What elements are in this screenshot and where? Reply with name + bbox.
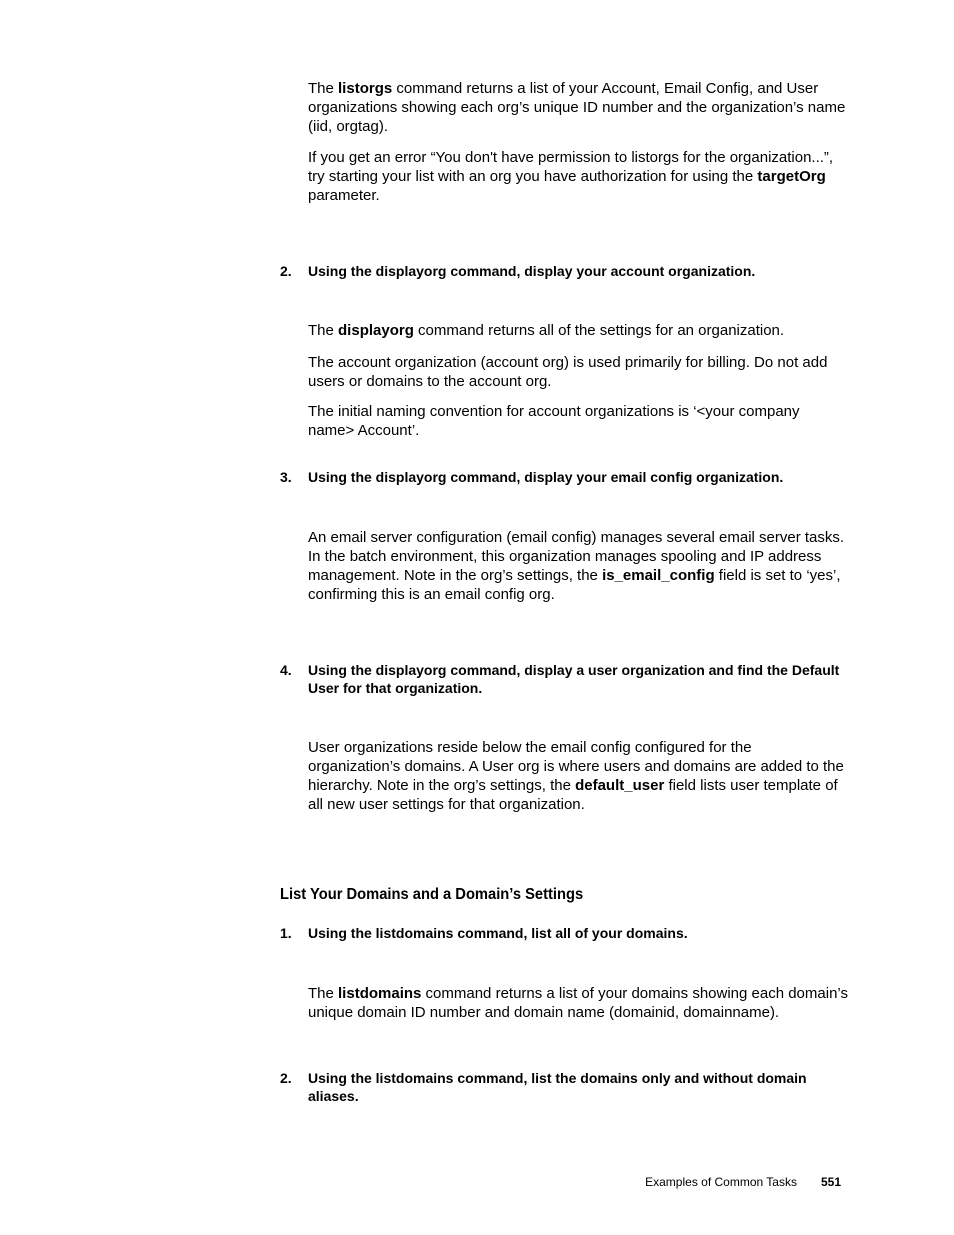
parameter-name-targetorg: targetOrg bbox=[757, 168, 826, 185]
paragraph-listdomains-description: The listdomains command returns a list of your domains showing each domain’s unique domain ID number and domain name (domainid, domainname). bbox=[308, 985, 848, 1021]
paragraph-user-org-description: User organizations reside below the email config configured for the organization’s domains. A User org is where users and domains are added to the hierarchy. Note in the org’s settings, the default_user field lists user template of all new user settings for that organization. bbox=[308, 739, 844, 813]
step-number: 1. bbox=[280, 925, 292, 941]
step-number: 2. bbox=[280, 1070, 292, 1086]
step-display-user-org bbox=[280, 661, 850, 697]
step-text: Using the displayorg command, display your account organization. bbox=[308, 263, 756, 279]
command-name-listdomains: listdomains bbox=[338, 985, 422, 1002]
step-display-email-config-org bbox=[280, 468, 850, 486]
step-text: Using the displayorg command, display a user organization and find the Default User for that organization. bbox=[308, 662, 840, 696]
section-heading: List Your Domains and a Domain’s Settings bbox=[280, 886, 584, 903]
paragraph-permission-error: If you get an error “You don't have permission to listorgs for the organization...”, try starting your list with an org you have authorization for using the targetOrg parameter. bbox=[308, 149, 834, 204]
page-number: 551 bbox=[820, 1175, 841, 1189]
step-list-domains-without-aliases bbox=[280, 1069, 850, 1105]
step-list-all-domains bbox=[280, 924, 850, 942]
footer-chapter-title: Examples of Common Tasks bbox=[645, 1175, 797, 1189]
step-text: Using the listdomains command, list the domains only and without domain aliases. bbox=[308, 1070, 807, 1104]
step-number: 3. bbox=[280, 469, 292, 485]
paragraph-email-config-description: An email server configuration (email config) manages several email server tasks. In the batch environment, this organization manages spooling and IP address management. Note in the org’s settings, the is_email_config field is set to ‘yes’, confirming this is an email config org. bbox=[308, 529, 845, 603]
command-name-displayorg: displayorg bbox=[338, 322, 414, 339]
page-footer bbox=[600, 1174, 841, 1190]
field-name-default-user: default_user bbox=[575, 777, 665, 794]
step-text: Using the displayorg command, display your email config organization. bbox=[308, 469, 784, 485]
step-text: Using the listdomains command, list all of your domains. bbox=[308, 925, 688, 941]
paragraph-naming-convention: The initial naming convention for account organizations is ‘<your company name> Account’. bbox=[308, 403, 800, 439]
paragraph-listorgs-description: The listorgs command returns a list of your Account, Email Config, and User organizations showing each org’s unique ID number and the organization’s name (iid, orgtag). bbox=[308, 80, 846, 135]
step-number: 2. bbox=[280, 263, 292, 279]
paragraph-account-org-billing: The account organization (account org) is used primarily for billing. Do not add users or domains to the account org. bbox=[308, 354, 828, 390]
command-name-listorgs: listorgs bbox=[338, 80, 393, 97]
step-number: 4. bbox=[280, 662, 292, 678]
field-name-is-email-config: is_email_config bbox=[602, 567, 715, 584]
paragraph-displayorg-description: The displayorg command returns all of the settings for an organization. bbox=[308, 322, 785, 339]
step-display-account-org bbox=[280, 262, 850, 280]
